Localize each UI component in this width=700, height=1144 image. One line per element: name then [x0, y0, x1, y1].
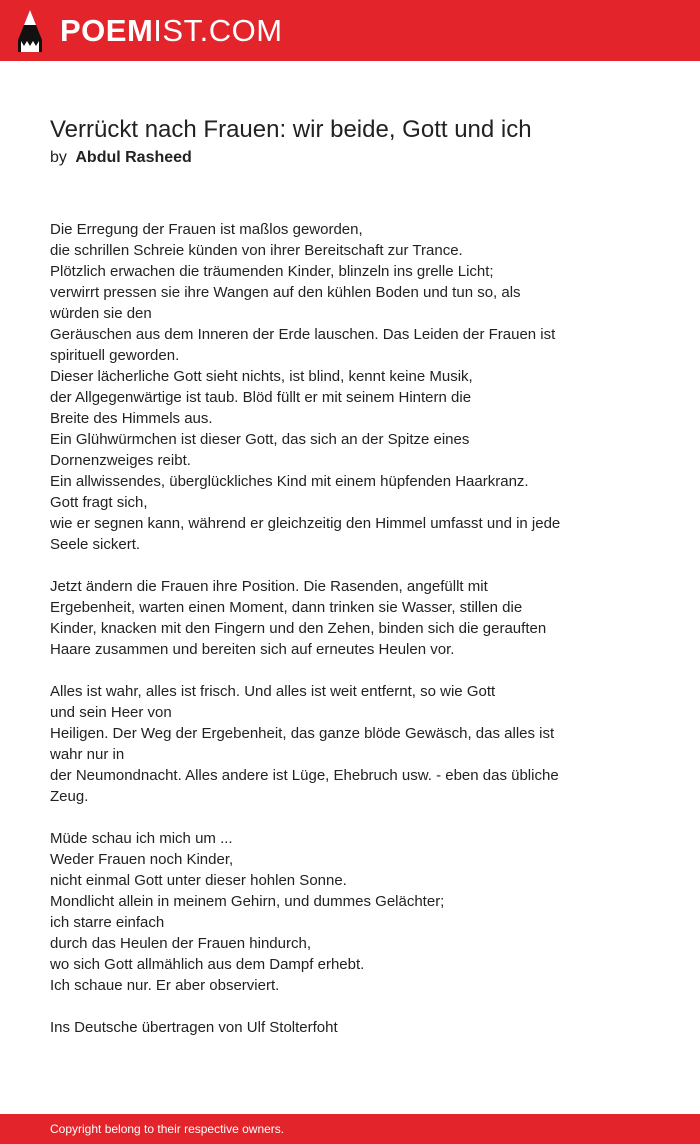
poem-line: Haare zusammen und bereiten sich auf erneutes Heulen vor.	[50, 641, 455, 658]
poem-line: wahr nur in	[50, 746, 125, 763]
poem-line: Plötzlich erwachen die träumenden Kinder, blinzeln ins grelle Licht;	[50, 263, 494, 280]
poem-line: würden sie den	[50, 305, 152, 322]
poem-line: Alles ist wahr, alles ist frisch. Und alles ist weit entfernt, so wie Gott	[50, 683, 496, 700]
poem-line: Heiligen. Der Weg der Ergebenheit, das ganze blöde Gewäsch, das alles ist	[50, 725, 555, 742]
copyright-notice: Copyright belong to their respective owners.	[50, 1122, 285, 1136]
poem-title: Verrückt nach Frauen: wir beide, Gott und ich	[50, 116, 532, 143]
site-logo[interactable]	[18, 10, 283, 52]
poem-line: nicht einmal Gott unter dieser hohlen Sonne.	[50, 872, 347, 889]
poem-stanza	[50, 576, 590, 660]
by-label: by	[50, 149, 67, 166]
poem-line: wie er segnen kann, während er gleichzeitig den Himmel umfasst und in jede	[50, 515, 561, 532]
poem-line: der Allgegenwärtige ist taub. Blöd füllt er mit seinem Hintern die	[50, 389, 472, 406]
poem-stanza	[50, 828, 590, 996]
poem-line: Die Erregung der Frauen ist maßlos geworden,	[50, 221, 363, 238]
poem-line: Dornenzweiges reibt.	[50, 452, 191, 469]
pencil-tip-icon	[18, 10, 42, 52]
poem-line: durch das Heulen der Frauen hindurch,	[50, 935, 311, 952]
poem-line: Seele sickert.	[50, 536, 141, 553]
poem-line: spirituell geworden.	[50, 347, 180, 364]
poem-line: wo sich Gott allmählich aus dem Dampf erhebt.	[50, 956, 365, 973]
poem-line: Ein allwissendes, überglückliches Kind mit einem hüpfenden Haarkranz.	[50, 473, 529, 490]
poem-line: Breite des Himmels aus.	[50, 410, 213, 427]
poem-line: Ergebenheit, warten einen Moment, dann trinken sie Wasser, stillen die	[50, 599, 523, 616]
poem-stanza	[50, 681, 590, 807]
logo-bold-text: POEM	[60, 13, 154, 48]
poem-line: Mondlicht allein in meinem Gehirn, und dummes Gelächter;	[50, 893, 445, 910]
author-name: Abdul Rasheed	[75, 149, 192, 166]
poem-line: der Neumondnacht. Alles andere ist Lüge, Ehebruch usw. - eben das übliche	[50, 767, 559, 784]
logo-thin-text: IST.COM	[153, 13, 283, 48]
byline	[50, 149, 192, 167]
poem-line: Ein Glühwürmchen ist dieser Gott, das sich an der Spitze eines	[50, 431, 470, 448]
logo-wordmark	[60, 15, 283, 46]
poem-line: Ich schaue nur. Er aber observiert.	[50, 977, 280, 994]
poem-line: Gott fragt sich,	[50, 494, 148, 511]
site-header	[0, 0, 700, 61]
poem-line: und sein Heer von	[50, 704, 172, 721]
poem-line: Ins Deutsche übertragen von Ulf Stolterfoht	[50, 1019, 338, 1036]
site-footer	[0, 1114, 700, 1144]
poem-line: Kinder, knacken mit den Fingern und den Zehen, binden sich die gerauften	[50, 620, 547, 637]
poem-stanza	[50, 1017, 590, 1038]
poem-line: Jetzt ändern die Frauen ihre Position. Die Rasenden, angefüllt mit	[50, 578, 488, 595]
poem-stanza	[50, 219, 590, 555]
poem-line: die schrillen Schreie künden von ihrer Bereitschaft zur Trance.	[50, 242, 463, 259]
poem-line: verwirrt pressen sie ihre Wangen auf den kühlen Boden und tun so, als	[50, 284, 521, 301]
poem-line: Dieser lächerliche Gott sieht nichts, ist blind, kennt keine Musik,	[50, 368, 473, 385]
poem-line: Weder Frauen noch Kinder,	[50, 851, 234, 868]
poem-line: Zeug.	[50, 788, 89, 805]
poem-line: Geräuschen aus dem Inneren der Erde lauschen. Das Leiden der Frauen ist	[50, 326, 556, 343]
poem-line: Müde schau ich mich um ...	[50, 830, 233, 847]
poem-line: ich starre einfach	[50, 914, 165, 931]
poem-body	[50, 219, 590, 1059]
